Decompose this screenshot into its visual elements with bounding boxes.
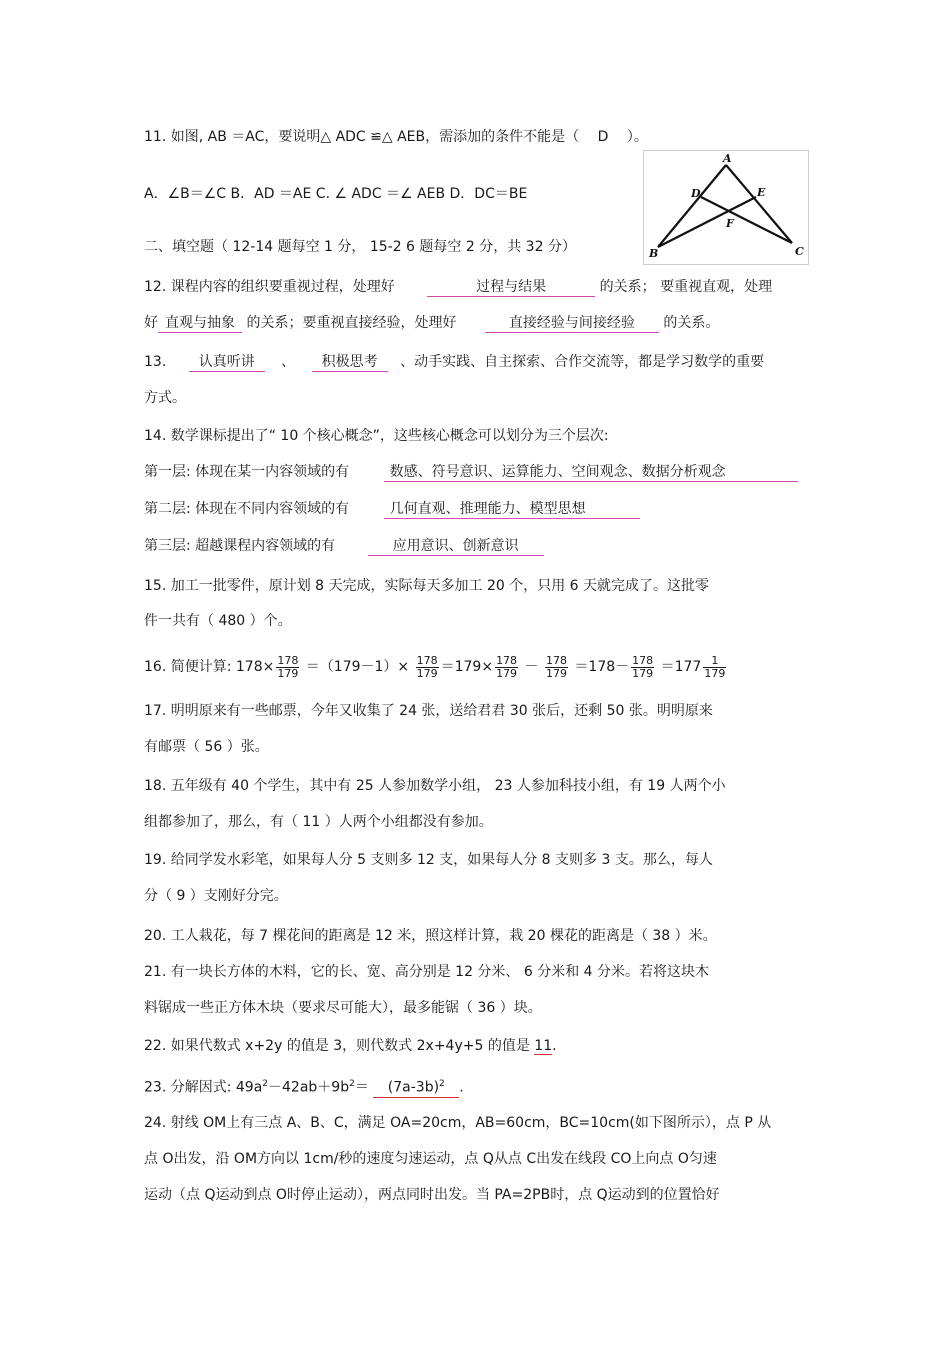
fraction-den: 179 [704, 666, 726, 680]
triangle-figure [643, 150, 809, 265]
q23-text-1: 23. 分解因式: 49a [144, 1079, 263, 1096]
q16-text-2: ＝（179－1）× [305, 659, 410, 675]
q22-line [144, 1036, 557, 1056]
q12-answer-1: 过程与结果 [427, 278, 595, 297]
q11-stem: 11. 如图, AB ＝AC，要说明△ ADC ≌△ AEB，需添加的条件不能是（ [144, 129, 580, 145]
q12-line2 [144, 313, 719, 333]
q13-sep: 、 [281, 354, 296, 370]
fraction-den: 179 [277, 666, 299, 680]
q19-line1: 19. 给同学发水彩笔，如果每人分 5 支则多 12 支，如果每人分 8 支则多 3 支。那么，每人 [144, 852, 713, 868]
label-b: B [649, 247, 659, 260]
q23-exp-2: 2 [349, 1079, 355, 1089]
fraction-num: 178 [496, 653, 518, 667]
q21-line1: 21. 有一块长方体的木料，它的长、宽、高分别是 12 分米、 6 分米和 4 分米。若将这块木 [144, 964, 710, 980]
q23-answer [373, 1075, 459, 1098]
q14-stem: 14. 数学课标提出了“ 10 个核心概念”，这些核心概念可以划分为三个层次: [144, 428, 609, 444]
q16-text-1: 16. 简便计算: 178× [144, 659, 275, 675]
q13-num: 13. [144, 354, 167, 370]
q16-text-3: ＝179× [440, 659, 494, 675]
q16-text-5: ＝178－ [574, 659, 630, 675]
q12-line1 [144, 277, 772, 297]
label-d: D [691, 187, 701, 200]
q23-text-2: －42ab＋9b [268, 1079, 350, 1096]
q18-line1: 18. 五年级有 40 个学生，其中有 25 人参加数学小组， 23 人参加科技小组，有 19 人两个小 [144, 778, 726, 794]
q19-line2: 分（ 9 ）支刚好分完。 [144, 888, 288, 904]
q16-line [144, 650, 728, 684]
q12-answer-2: 直观与抽象 [158, 314, 242, 333]
fraction-num: 178 [545, 653, 567, 667]
q22-text: 22. 如果代数式 x+2y 的值是 3，则代数式 2x+4y+5 的值是 [144, 1038, 530, 1054]
fraction-den: 179 [416, 666, 438, 680]
q24-line3: 运动（点 Q运动到点 O时停止运动），两点同时出发。当 PA=2PB时，点 Q运动到的位置恰好 [144, 1187, 720, 1203]
q13-answer-1: 认真听讲 [189, 353, 265, 372]
section-heading: 二、填空题（ 12-14 题每空 1 分， 15-2 6 题每空 2 分，共 32 分） [144, 239, 576, 255]
fraction-den: 179 [496, 666, 518, 680]
fraction [631, 655, 654, 680]
q13-line1 [144, 352, 764, 372]
q21-line2: 料锯成一些正方体木块（要求尽可能大），最多能锯（ 36 ）块。 [144, 1000, 542, 1016]
q11-answer: D [597, 129, 609, 145]
q14-row3-answer: 应用意识、创新意识 [368, 537, 544, 556]
fraction-num: 178 [632, 653, 654, 667]
fraction [276, 655, 299, 680]
fraction-num: 178 [277, 653, 299, 667]
q18-line2: 组都参加了，那么，有（ 11 ）人两个小组都没有参加。 [144, 814, 493, 830]
triangle-diagram [644, 151, 808, 264]
q14-row1-answer: 数感、符号意识、运算能力、空间观念、数据分析观念 [384, 463, 798, 482]
q23-period: . [459, 1079, 464, 1096]
q14-row-1 [144, 462, 798, 482]
label-e: E [757, 186, 766, 199]
label-a: A [723, 152, 732, 165]
q23-exp-1: 2 [262, 1079, 269, 1089]
q12-text-3: 好 [144, 315, 158, 331]
q12-text-5: 的关系。 [663, 315, 720, 331]
q14-row2-answer: 几何直观、推理能力、模型思想 [384, 500, 640, 519]
q14-row1-label: 第一层: 体现在某一内容领域的有 [144, 464, 350, 480]
q13-line2: 方式。 [144, 390, 186, 406]
q12-text-4: 的关系；要重视直接经验，处理好 [246, 315, 457, 331]
q23-eq: ＝ [354, 1079, 369, 1096]
q14-row-3 [144, 536, 544, 556]
q11-close: ）。 [626, 129, 648, 145]
q14-row2-label: 第二层: 体现在不同内容领域的有 [144, 501, 350, 517]
q17-line2: 有邮票（ 56 ）张。 [144, 739, 269, 755]
q16-text-6: ＝177 [660, 659, 702, 675]
fraction-den: 179 [632, 666, 654, 680]
q24-line2: 点 O出发，沿 OM方向以 1cm/秒的速度匀速运动，点 Q从点 C出发在线段 CO上向点 O匀速 [144, 1151, 717, 1167]
fraction [416, 655, 439, 680]
q12-text-2: 的关系； 要重视直观，处理 [599, 279, 773, 295]
q13-text: 、动手实践、自主探索、合作交流等，都是学习数学的重要 [400, 354, 765, 370]
q23-line [144, 1074, 464, 1098]
q23-answer-exp: 2 [439, 1079, 445, 1089]
q16-text-4: － [524, 659, 539, 675]
fraction-den: 179 [545, 666, 567, 680]
q15-line2: 件一共有（ 480 ）个。 [144, 613, 292, 629]
q14-row-2 [144, 499, 640, 519]
q24-line1: 24. 射线 OM上有三点 A、B、C，满足 OA=20cm，AB=60cm，BC=10cm(如下图所示），点 P 从 [144, 1115, 772, 1131]
fraction-num: 1 [703, 655, 726, 668]
q14-row3-label: 第三层: 超越课程内容领域的有 [144, 538, 336, 554]
q12-answer-3: 直接经验与间接经验 [485, 314, 659, 333]
q13-answer-2: 积极思考 [312, 353, 388, 372]
q12-text-1: 12. 课程内容的组织要重视过程，处理好 [144, 279, 395, 295]
q22-period: . [552, 1038, 557, 1054]
q11-stem-line [144, 127, 648, 147]
label-f: F [726, 217, 734, 230]
label-c: C [795, 245, 804, 258]
fraction-num: 178 [416, 653, 438, 667]
fraction [545, 655, 568, 680]
q20-line: 20. 工人栽花，每 7 棵花间的距离是 12 米，照这样计算，栽 20 棵花的距离是（ 38 ）米。 [144, 928, 717, 944]
q17-line1: 17. 明明原来有一些邮票，今年又收集了 24 张，送给君君 30 张后，还剩 50 张。明明原来 [144, 703, 713, 719]
q22-answer: 11 [534, 1038, 553, 1054]
fraction [495, 655, 518, 680]
q15-line1: 15. 加工一批零件，原计划 8 天完成，实际每天多加工 20 个，只用 6 天就完成了。这批零 [144, 578, 710, 594]
fraction [703, 655, 726, 680]
q23-answer-text: (7a-3b) [387, 1079, 440, 1096]
q11-options: A．∠B＝∠C B．AD ＝AE C. ∠ ADC ＝∠ AEB D．DC＝BE [144, 186, 528, 202]
